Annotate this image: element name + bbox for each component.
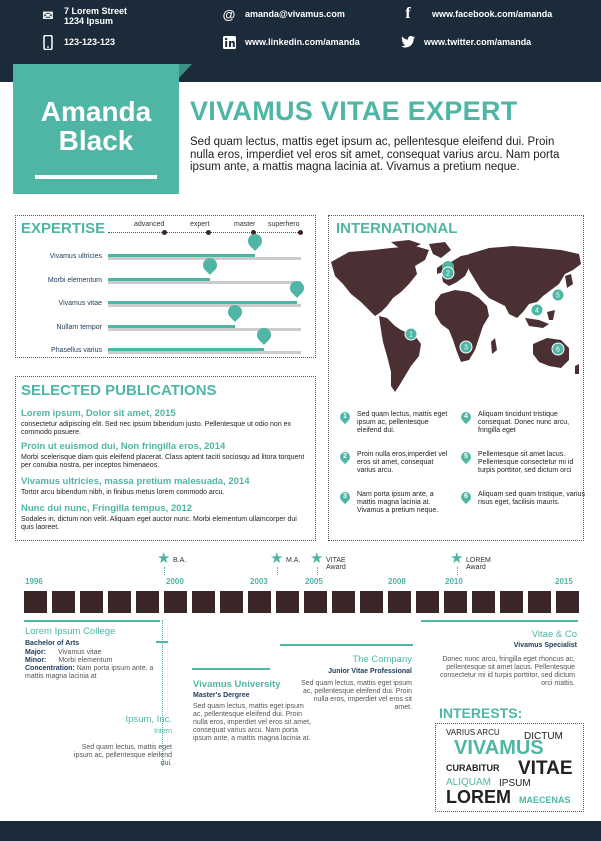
timeline-year: 2000 — [166, 577, 184, 586]
interest-word: VARIUS ARCU — [446, 728, 500, 737]
work3-company: Vitae & Co — [531, 629, 577, 640]
publication-title: Vivamus ultricies, massa pretium malesuada, 2014 — [21, 476, 250, 487]
international-text: Sed quam lectus, mattis eget ipsum ac, pellentesque eleifend dui. — [357, 411, 448, 434]
world-map — [329, 240, 583, 395]
envelope-icon: ✉ — [42, 8, 54, 23]
timeline-block — [80, 591, 103, 613]
timeline-block — [248, 591, 271, 613]
skill-label: Morbi elementum — [47, 276, 102, 284]
star-icon: ★ — [157, 550, 171, 567]
milestone-connector — [457, 567, 458, 575]
expertise-level-label: advanced — [134, 221, 165, 228]
phone-icon — [40, 34, 56, 50]
milestone-connector — [277, 567, 278, 575]
interest-word: IPSUM — [499, 778, 531, 789]
publication-title: Lorem ipsum, Dolor sit amet, 2015 — [21, 408, 176, 419]
skill-fill — [108, 301, 297, 304]
international-number: 3 — [343, 493, 347, 500]
timeline-block — [192, 591, 215, 613]
expertise-title: EXPERTISE — [21, 220, 106, 237]
skill-track — [108, 304, 301, 307]
svg-text:1: 1 — [409, 331, 413, 339]
name-underline — [35, 175, 157, 179]
timeline-block — [136, 591, 159, 613]
expertise-level-dot — [162, 230, 167, 235]
facebook-icon: f — [405, 5, 411, 22]
timeline-block — [24, 591, 47, 613]
work2-line — [280, 644, 413, 646]
name-box-fold — [179, 64, 192, 78]
skill-fill — [108, 348, 264, 351]
interest-word: LOREM — [446, 787, 511, 807]
at-icon: @ — [222, 6, 236, 22]
publication-title: Proin ut euismod dui, Non fringilla eros, 2014 — [21, 441, 226, 452]
facebook[interactable]: f www.facebook.com/amanda — [400, 6, 552, 22]
expertise-level-label: master — [234, 221, 256, 228]
skill-label: Phasellus varius — [51, 347, 102, 354]
interests-title: INTERESTS: — [439, 705, 523, 721]
timeline-block — [52, 591, 75, 613]
work1-role: Intern — [154, 728, 172, 735]
interest-word: VIVAMUS — [454, 737, 544, 759]
publications-title: SELECTED PUBLICATIONS — [21, 382, 217, 399]
interest-word: MAECENAS — [519, 795, 571, 805]
edu1-details: Major: Vivamus vitae Minor: Morbi elementum Concentration: Nam porta ipsum ante, a mattis magna lacinia at — [25, 649, 154, 680]
publication-desc: Sodales in, dictum non velit. Aliquam eget auctor nunc. Morbi elementum ullamcorper dui quis laoreet. — [21, 516, 297, 531]
publication-desc: Tortor arcu bibendum nibh, in finibus metus lorem commodo arcu. — [21, 489, 225, 496]
international-number: 5 — [464, 453, 468, 460]
job-title: VIVAMUS VITAE EXPERT — [190, 96, 518, 126]
timeline-year: 2003 — [250, 577, 268, 586]
work1-company: Ipsum, Inc. — [125, 714, 172, 725]
milestone-label: LOREM — [466, 557, 491, 564]
interest-word: DICTUM — [524, 731, 563, 742]
timeline-block — [528, 591, 551, 613]
international-text: Proin nulla eros,imperdiet vel eros sit amet, consequat varius arcu. — [357, 451, 448, 474]
milestone-label: B.A. — [173, 557, 187, 564]
international-text: Pellentesque sit amet lacus. Pellentesque consectetur mi id turpis porttitor, sed dictum orci — [478, 451, 574, 474]
publication-desc: consectetur adipiscing elit. Sed nec ipsum bibendum justo. Pellentesque ut odio non ex commodo posuere. — [21, 421, 292, 436]
linkedin-icon — [221, 34, 237, 50]
interest-word: CURABITUR — [446, 763, 500, 773]
international-text: Nam porta ipsum ante, a mattis magna lacinia at. Vivamus a pretium neque. — [357, 491, 439, 514]
expertise-level-dot — [298, 230, 303, 235]
international-number: 4 — [464, 413, 468, 420]
milestone-connector — [317, 567, 318, 575]
publication-title: Nunc dui nunc, Fringilla tempus, 2012 — [21, 503, 193, 514]
timeline-block — [472, 591, 495, 613]
timeline-block — [500, 591, 523, 613]
timeline-block — [444, 591, 467, 613]
timeline-block — [416, 591, 439, 613]
star-icon: ★ — [310, 550, 324, 567]
svg-text:5: 5 — [556, 292, 560, 300]
interest-word: VITAE — [518, 758, 573, 779]
milestone-label: M.A. — [286, 557, 301, 564]
expertise-level-label: expert — [190, 221, 210, 228]
work1-tick — [156, 641, 168, 643]
timeline-year: 2015 — [555, 577, 573, 586]
timeline-block — [556, 591, 579, 613]
timeline-year: 2005 — [305, 577, 323, 586]
skill-label: Vivamus vitae — [58, 300, 102, 307]
skill-track — [108, 328, 301, 331]
timeline-block — [276, 591, 299, 613]
timeline-block — [332, 591, 355, 613]
edu1-degree: Bachelor of Arts — [25, 640, 80, 647]
work3-role: Vivamus Specialist — [513, 642, 577, 649]
timeline-block — [108, 591, 131, 613]
address-line2: 1234 Ipsum — [64, 16, 114, 26]
skill-fill — [108, 254, 255, 257]
timeline-block — [220, 591, 243, 613]
twitter[interactable]: www.twitter.com/amanda — [400, 34, 531, 50]
international-text: Aliquam tincidunt tristique consequat. Donec nunc arcu, fringilla eget — [478, 411, 570, 434]
international-number: 6 — [464, 493, 468, 500]
milestone-connector — [164, 567, 165, 575]
skill-label: Vivamus ultricies — [49, 253, 102, 260]
work2-company: The Company — [352, 654, 412, 665]
address-line1: 7 Lorem Street — [64, 6, 128, 16]
skill-label: Nullam tempor — [56, 323, 102, 331]
edu1-line — [24, 620, 160, 622]
expertise-level-dot — [206, 230, 211, 235]
summary: Sed quam lectus, mattis eget ipsum ac, pellentesque eleifend dui. Proin nulla eros, imperdiet vel eros sit amet, consequat varius arcu. Nam porta ipsum ante, a mattis magna lacinia at. Vivamus a pretium neque. — [190, 136, 560, 173]
svg-text:6: 6 — [556, 346, 560, 354]
timeline-block — [388, 591, 411, 613]
skill-fill — [108, 325, 235, 328]
candidate-name: Amanda Black — [40, 96, 152, 156]
work3-desc: Donec nunc arcu, fringilla eget rhoncus ac, pellentesque sit amet lacus. Pellentesque consectetur mi id turpis porttitor, sed dictum orci mattis. — [440, 656, 575, 687]
interest-word: ALIQUAM — [446, 777, 492, 788]
international-text: Aliquam sed quam tristique, varius risus eget, facilisis mauris. — [478, 491, 585, 506]
milestone-label: VITAE — [326, 557, 346, 564]
linkedin[interactable]: www.linkedin.com/amanda — [221, 34, 360, 50]
name-box — [13, 64, 179, 194]
work1-desc: Sed quam lectus, mattis eget ipsum ac, pellentesque eleifend dui. — [73, 744, 172, 767]
edu2-school: Vivamus University — [193, 679, 281, 690]
work2-desc: Sed quam lectus, mattis eget ipsum ac, pellentesque eleifend dui. Proin nulla eros, imperdiet vel eros sit amet. — [301, 680, 412, 711]
skill-track — [108, 281, 301, 284]
twitter-bird-icon — [400, 34, 416, 50]
publication-desc: Morbi scelerisque diam quis eleifend placerat. Class aptent taciti sociosqu ad litora torquent per conubia nostra, per inceptos himenaeos. — [21, 454, 305, 469]
edu2-line — [192, 668, 270, 670]
svg-text:3: 3 — [464, 344, 468, 352]
timeline-year: 1996 — [25, 577, 43, 586]
phone: 123-123-123 — [40, 34, 115, 50]
work3-line — [421, 620, 578, 622]
star-icon: ★ — [450, 550, 464, 567]
address — [40, 6, 127, 26]
skill-track — [108, 351, 301, 354]
international-number: 2 — [343, 453, 347, 460]
edu1-school: Lorem Ipsum College — [25, 626, 116, 637]
timeline-year: 2008 — [388, 577, 406, 586]
svg-text:2: 2 — [446, 270, 450, 278]
edu2-degree: Master's Dergree — [193, 692, 250, 699]
timeline-year: 2010 — [445, 577, 463, 586]
edu2-desc: Sed quam lectus, mattis eget ipsum ac, pellentesque eleifend dui. Proin nulla eros, imperdiet vel eros sit amet, consequat varius arcu. Nam porta ipsum ante, a mattis magna lacinia at. — [193, 703, 311, 742]
star-icon: ★ — [270, 550, 284, 567]
milestone-label: Award — [326, 564, 346, 571]
work2-role: Junior Vitae Professional — [328, 668, 412, 675]
footer-bar — [0, 821, 601, 841]
international-number: 1 — [343, 413, 347, 420]
skill-fill — [108, 278, 210, 281]
international-title: INTERNATIONAL — [336, 220, 458, 237]
milestone-label: Award — [466, 564, 486, 571]
timeline-block — [304, 591, 327, 613]
email[interactable]: @ amanda@vivamus.com — [222, 6, 345, 22]
expertise-level-label: superhero — [268, 221, 300, 228]
svg-text:4: 4 — [535, 307, 539, 315]
timeline-block — [164, 591, 187, 613]
timeline-block — [360, 591, 383, 613]
